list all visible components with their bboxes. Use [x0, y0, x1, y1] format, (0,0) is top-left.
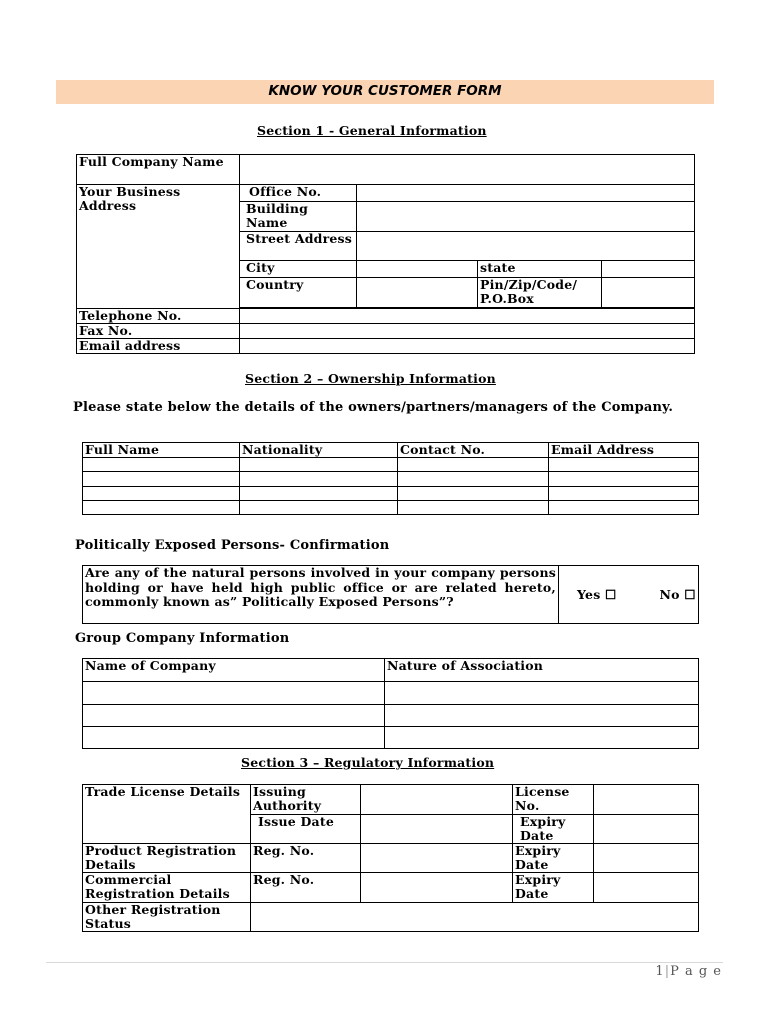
owner-cell[interactable]: [398, 487, 549, 501]
group-cell[interactable]: [385, 727, 699, 749]
owner-cell[interactable]: [549, 501, 699, 515]
label-fax: Fax No.: [77, 324, 240, 339]
owner-cell[interactable]: [83, 458, 240, 472]
expiry-date-1-field[interactable]: [594, 815, 699, 844]
section3-heading: Section 3 – Regulatory Information: [241, 755, 495, 770]
group-cell[interactable]: [83, 682, 385, 705]
label-issue-date: Issue Date: [251, 815, 361, 844]
section2-heading: Section 2 – Ownership Information: [245, 371, 496, 386]
label-commercial-registration: Commercial Registration Details: [83, 873, 251, 903]
label-pin: Pin/Zip/Code/ P.O.Box: [478, 278, 602, 308]
col-nature-of-association: Nature of Association: [385, 659, 699, 682]
owner-cell[interactable]: [398, 501, 549, 515]
footer-separator: |: [664, 964, 671, 979]
fax-field[interactable]: [240, 324, 695, 339]
label-reg-no-1: Reg. No.: [251, 844, 361, 873]
section1-heading: Section 1 - General Information: [257, 123, 487, 138]
page-footer: [655, 964, 722, 979]
full-company-name-field[interactable]: [240, 155, 695, 185]
expiry-date-2-field[interactable]: [594, 844, 699, 873]
label-expiry-date-2: Expiry Date: [513, 844, 594, 873]
license-no-field[interactable]: [594, 785, 699, 815]
label-street-address: Street Address: [240, 232, 357, 261]
label-other-registration: Other Registration Status: [83, 903, 251, 932]
country-field[interactable]: [357, 278, 478, 308]
footer-divider: [46, 962, 723, 963]
label-issuing-authority: Issuing Authority: [251, 785, 361, 815]
group-company-table: [82, 658, 699, 749]
state-field[interactable]: [602, 261, 695, 278]
pep-yes-checkbox[interactable]: Yes ☐: [577, 586, 617, 602]
reg-no-2-field[interactable]: [361, 873, 513, 903]
pep-heading: Politically Exposed Persons- Confirmation: [75, 538, 390, 553]
label-email: Email address: [77, 339, 240, 354]
general-info-table: [76, 154, 695, 354]
issue-date-field[interactable]: [361, 815, 513, 844]
col-full-name: Full Name: [83, 443, 240, 458]
label-expiry-date-1: Expiry Date: [513, 815, 594, 844]
col-nationality: Nationality: [240, 443, 398, 458]
city-field[interactable]: [357, 261, 478, 278]
label-full-company-name: Full Company Name: [77, 155, 240, 185]
page-number: 1: [655, 964, 665, 979]
group-cell[interactable]: [385, 682, 699, 705]
label-license-no: License No.: [513, 785, 594, 815]
owner-cell[interactable]: [398, 458, 549, 472]
col-contact-no: Contact No.: [398, 443, 549, 458]
owners-table: [82, 442, 699, 515]
issuing-authority-field[interactable]: [361, 785, 513, 815]
label-telephone: Telephone No.: [77, 309, 240, 324]
pep-question: Are any of the natural persons involved in your company persons holding or have held high public office or are related hereto, commonly known as” Politically Exposed Persons”?: [83, 566, 559, 624]
expiry-date-3-field[interactable]: [594, 873, 699, 903]
label-office-no: Office No.: [240, 185, 357, 202]
owner-cell[interactable]: [240, 487, 398, 501]
label-product-registration: Product Registration Details: [83, 844, 251, 873]
label-expiry-date-3: Expiry Date: [513, 873, 594, 903]
label-business-address: Your Business Address: [77, 185, 240, 309]
label-building-name: Building Name: [240, 202, 357, 232]
label-reg-no-2: Reg. No.: [251, 873, 361, 903]
owner-cell[interactable]: [240, 472, 398, 487]
group-cell[interactable]: [385, 705, 699, 727]
pep-table: [82, 565, 699, 624]
form-title: KNOW YOUR CUSTOMER FORM: [56, 80, 714, 104]
owner-cell[interactable]: [240, 458, 398, 472]
group-cell[interactable]: [83, 727, 385, 749]
pin-field[interactable]: [602, 278, 695, 308]
regulatory-table: [82, 784, 699, 932]
group-heading: Group Company Information: [75, 631, 290, 646]
street-address-field[interactable]: [357, 232, 695, 261]
reg-no-1-field[interactable]: [361, 844, 513, 873]
email-field[interactable]: [240, 339, 695, 354]
label-trade-license: Trade License Details: [83, 785, 251, 844]
label-city: City: [240, 261, 357, 278]
label-state: state: [478, 261, 602, 278]
pep-no-checkbox[interactable]: No ☐: [659, 586, 696, 602]
telephone-field[interactable]: [240, 309, 695, 324]
owner-cell[interactable]: [240, 501, 398, 515]
ownership-intro: Please state below the details of the owners/partners/managers of the Company.: [73, 400, 674, 415]
owner-cell[interactable]: [549, 472, 699, 487]
label-country: Country: [240, 278, 357, 308]
page-label: P a g e: [670, 964, 722, 979]
office-no-field[interactable]: [357, 185, 695, 202]
owner-cell[interactable]: [83, 472, 240, 487]
group-cell[interactable]: [83, 705, 385, 727]
building-name-field[interactable]: [357, 202, 695, 232]
owner-cell[interactable]: [549, 458, 699, 472]
other-registration-field[interactable]: [251, 903, 699, 932]
owner-cell[interactable]: [83, 487, 240, 501]
owner-cell[interactable]: [398, 472, 549, 487]
col-email-address: Email Address: [549, 443, 699, 458]
owner-cell[interactable]: [83, 501, 240, 515]
col-name-of-company: Name of Company: [83, 659, 385, 682]
owner-cell[interactable]: [549, 487, 699, 501]
